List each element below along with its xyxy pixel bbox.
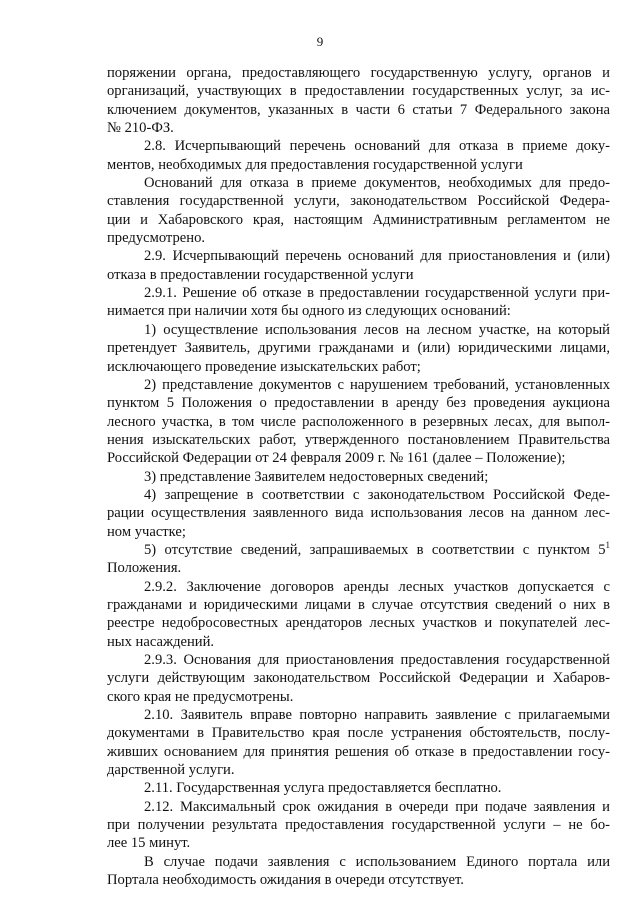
- text-line: [107, 376, 610, 394]
- line-text: 2.9.3. Основания для приостановления предоставления государственной: [144, 652, 610, 668]
- text-line: [107, 229, 610, 247]
- paragraph: [107, 779, 610, 797]
- line-text: 3) представление Заявителем недостоверных сведений;: [144, 468, 489, 485]
- paragraph: [107, 284, 610, 321]
- text-line: [107, 523, 610, 541]
- line-text: нения изыскательских работ, утвержденного постановлением Правительства: [107, 431, 610, 448]
- paragraph: [107, 541, 610, 578]
- text-line: [107, 449, 610, 467]
- paragraph: [107, 486, 610, 541]
- text-line: [107, 706, 610, 724]
- text-line: [107, 137, 610, 155]
- line-text: нимается при наличии хотя бы одного из следующих оснований:: [107, 303, 511, 320]
- text-line: [107, 413, 610, 431]
- line-text: рации осуществления заявленного вида использования лесов на данном лес-: [107, 505, 610, 522]
- text-line: [107, 779, 610, 797]
- line-text: реестре недобросовестных арендаторов лесных участков и покупателей лес-: [107, 615, 610, 632]
- paragraph: [107, 247, 610, 284]
- text-line: [107, 266, 610, 284]
- text-line: [107, 321, 610, 339]
- line-text: лее 15 минут.: [107, 835, 191, 852]
- text-line: [107, 211, 610, 229]
- line-text: гражданами и юридическими лицами в случае отсутствия сведений о них в: [107, 596, 610, 613]
- line-text: Положения.: [107, 560, 182, 577]
- line-text: пунктом 5 Положения о предоставлении в аренду без проведения аукциона: [107, 395, 610, 412]
- paragraph: [107, 376, 610, 468]
- paragraph: [107, 798, 610, 853]
- text-line: [107, 743, 610, 761]
- line-text: ном участке;: [107, 523, 186, 540]
- text-line: [107, 431, 610, 449]
- text-line: [107, 101, 610, 119]
- text-line: [107, 651, 610, 669]
- text-line: [107, 669, 610, 687]
- line-text: претендует Заявитель, другими гражданами и (или) юридическими лицами,: [107, 340, 610, 357]
- text-line: [107, 834, 610, 852]
- line-text: лесного участка, в том числе расположенного в резервных лесах, для выпол-: [107, 413, 610, 430]
- text-line: [107, 853, 610, 871]
- line-text: 2.12. Максимальный срок ожидания в очереди при подаче заявления и: [144, 798, 610, 815]
- line-text: 2.9. Исчерпывающий перечень оснований для приостановления и (или): [144, 248, 610, 265]
- text-line: [107, 578, 610, 596]
- text-line: [107, 816, 610, 834]
- line-text: живших основанием для принятия решения об отказе в предоставлении госу-: [107, 743, 610, 760]
- line-text: документами в Правительство края после устранения обстоятельств, послу-: [107, 725, 610, 742]
- text-line: [107, 247, 610, 265]
- text-line: [107, 688, 610, 706]
- text-line: [107, 871, 610, 889]
- text-line: [107, 486, 610, 504]
- line-text: Оснований для отказа в приеме документов, необходимых для предо-: [144, 175, 610, 192]
- text-line: [107, 82, 610, 100]
- paragraph: [107, 853, 610, 890]
- text-line: [107, 596, 610, 614]
- superscript: 1: [605, 539, 610, 550]
- line-text: 2.9.2. Заключение договоров аренды лесных участков допускается с: [144, 578, 610, 595]
- line-text: 2.8. Исчерпывающий перечень оснований для отказа в приеме доку-: [144, 138, 610, 155]
- line-text: ключением документов, указанных в части 6 статьи 7 Федерального закона: [107, 101, 610, 118]
- paragraph: [107, 651, 610, 706]
- paragraph: [107, 321, 610, 376]
- line-text: ции и Хабаровского края, настоящим Административным регламентом не: [107, 211, 610, 228]
- text-line: [107, 798, 610, 816]
- text-line: [107, 119, 610, 137]
- line-text: ментов, необходимых для предоставления государственной услуги: [107, 156, 523, 173]
- line-text: ставления государственной услуги, законодательством Российской Федера-: [107, 193, 610, 210]
- text-line: [107, 614, 610, 632]
- line-text: 5) отсутствие сведений, запрашиваемых в соответствии с пунктом 5: [144, 541, 606, 558]
- paragraph: [107, 468, 610, 486]
- line-text: при получении результата предоставления государственной услуги – не бо-: [107, 817, 610, 834]
- paragraph: [107, 578, 610, 651]
- text-line: [107, 724, 610, 742]
- text-line: [107, 468, 610, 486]
- text-line: [107, 284, 610, 302]
- line-text: дарственной услуги.: [107, 762, 235, 779]
- line-text: № 210-ФЗ.: [107, 120, 174, 137]
- paragraph: [107, 174, 610, 247]
- line-text: Российской Федерации от 24 февраля 2009 г. № 161 (далее – Положение);: [107, 450, 566, 467]
- text-line: [107, 302, 610, 320]
- line-text: 2) представление документов с нарушением требований, установленных: [144, 376, 610, 393]
- text-line: [107, 394, 610, 412]
- text-line: [107, 761, 610, 779]
- line-text: поряжении органа, предоставляющего государственную услугу, органов и: [107, 65, 610, 81]
- body-text: [107, 64, 610, 889]
- line-text: ского края не предусмотрены.: [107, 688, 294, 705]
- text-line: [107, 541, 610, 559]
- paragraph: [107, 706, 610, 779]
- text-line: [107, 174, 610, 192]
- paragraph: [107, 137, 610, 174]
- text-line: [107, 192, 610, 210]
- text-line: [107, 156, 610, 174]
- line-text: ных насаждений.: [107, 633, 215, 650]
- line-text: предусмотрено.: [107, 230, 206, 247]
- paragraph: [107, 64, 610, 137]
- line-text: 2.10. Заявитель вправе повторно направить заявление с прилагаемыми: [144, 707, 610, 724]
- line-text: исключающего проведение изыскательских работ;: [107, 358, 421, 375]
- line-text: 2.11. Государственная услуга предоставляется бесплатно.: [144, 780, 502, 797]
- text-line: [107, 339, 610, 357]
- line-text: 2.9.1. Решение об отказе в предоставлении государственной услуги при-: [144, 285, 610, 302]
- text-line: [107, 559, 610, 577]
- line-text: В случае подачи заявления с использованием Единого портала или: [144, 853, 610, 870]
- line-text: Портала необходимость ожидания в очереди отсутствует.: [107, 872, 464, 889]
- line-text: организаций, участвующих в предоставлении государственных услуг, за ис-: [107, 83, 610, 100]
- line-text: услуги действующим законодательством Российской Федерации и Хабаров-: [107, 670, 610, 687]
- line-text: 1) осуществление использования лесов на лесном участке, на который: [144, 321, 610, 338]
- text-line: [107, 633, 610, 651]
- text-line: [107, 504, 610, 522]
- text-line: [107, 358, 610, 376]
- page-number: 9: [316, 34, 324, 49]
- line-text: 4) запрещение в соответствии с законодательством Российской Феде-: [144, 486, 610, 503]
- text-line: [107, 64, 610, 82]
- line-text: отказа в предоставлении государственной услуги: [107, 266, 414, 283]
